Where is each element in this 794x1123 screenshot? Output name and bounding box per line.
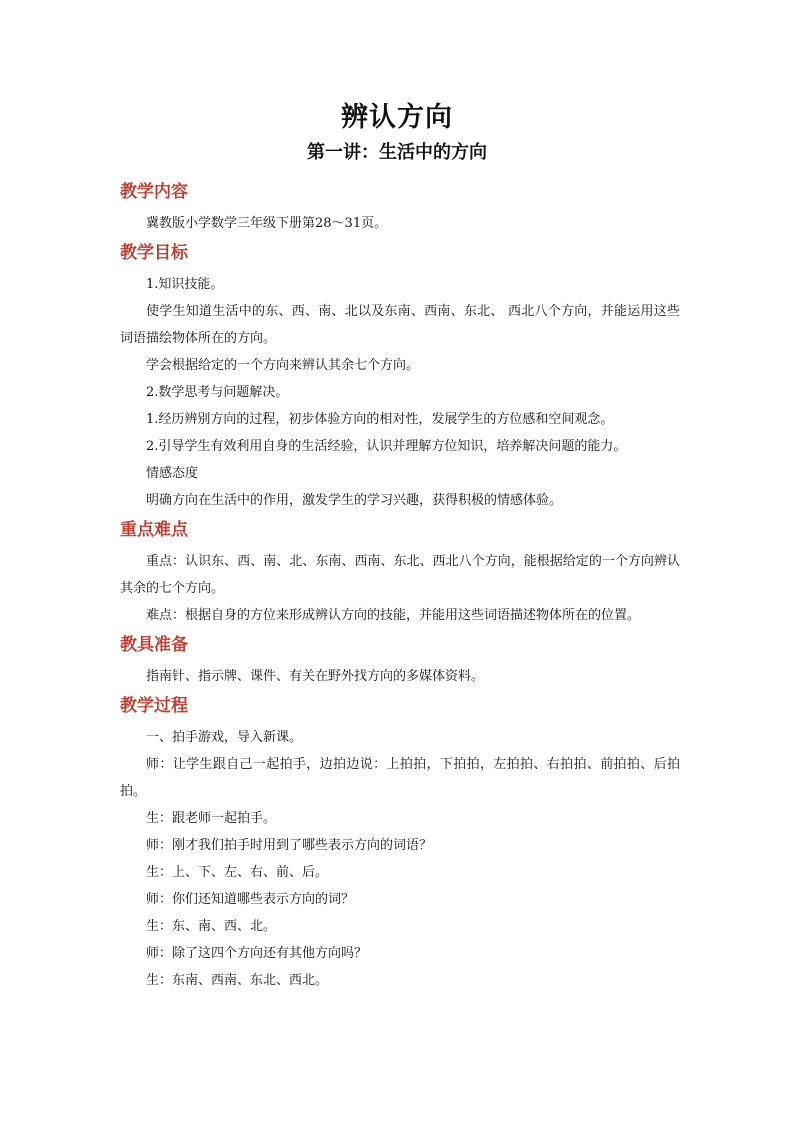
paragraph: 1.经历辨别方向的过程，初步体验方向的相对性，发展学生的方位感和空间观念。 — [146, 412, 614, 427]
paragraph: 1.知识技能。 — [146, 277, 224, 292]
paragraph: 2.数学思考与问题解决。 — [146, 385, 289, 400]
section-heading-content: 教学内容 — [120, 182, 188, 202]
section-heading-process: 教学过程 — [120, 696, 188, 716]
paragraph: 生：跟老师一起拍手。 — [146, 811, 277, 826]
paragraph: 师：让学生跟自己一起拍手，边拍边说：上拍拍，下拍拍，左拍拍、右拍拍、前拍拍、后拍拍。 — [120, 757, 680, 799]
paragraph: 明确方向在生活中的作用，激发学生的学习兴趣，获得积极的情感体验。 — [146, 493, 563, 508]
document-subtitle: 第一讲：生活中的方向 — [307, 142, 487, 163]
paragraph: 2.引导学生有效利用自身的生活经验，认识并理解方位知识，培养解决问题的能力。 — [146, 439, 627, 454]
paragraph: 难点：根据自身的方位来形成辨认方向的技能，并能用这些词语描述物体所在的位置。 — [146, 608, 641, 623]
paragraph: 师：除了这四个方向还有其他方向吗？ — [146, 946, 368, 961]
paragraph: 情感态度 — [146, 466, 199, 481]
paragraph: 一、拍手游戏，导入新课。 — [146, 730, 303, 745]
paragraph: 重点：认识东、西、南、北、东南、西南、东北、西北八个方向，能根据给定的一个方向辨认其余的七个方向。 — [120, 554, 680, 596]
section-heading-materials: 教具准备 — [120, 635, 188, 655]
paragraph: 生：东南、西南、东北、西北。 — [146, 973, 329, 988]
paragraph: 冀教版小学数学三年级下册第28～31页。 — [146, 216, 388, 231]
paragraph: 学会根据给定的一个方向来辨认其余七个方向。 — [146, 358, 420, 373]
document-body — [120, 176, 680, 994]
paragraph: 指南针、指示牌、课件、有关在野外找方向的多媒体资料。 — [146, 669, 485, 684]
paragraph: 生：东、南、西、北。 — [146, 919, 277, 934]
paragraph: 师：你们还知道哪些表示方向的词？ — [146, 892, 355, 907]
section-heading-keypoints: 重点难点 — [120, 520, 188, 540]
paragraph: 师：刚才我们拍手时用到了哪些表示方向的词语？ — [146, 838, 433, 853]
paragraph: 生：上、下、左、右、前、后。 — [146, 865, 329, 880]
document-title: 辨认方向 — [341, 102, 453, 133]
section-heading-goals: 教学目标 — [120, 243, 188, 263]
paragraph: 使学生知道生活中的东、西、南、北以及东南、西南、东北、 西北八个方向，并能运用这些词语描绘物体所在的方向。 — [120, 304, 680, 346]
